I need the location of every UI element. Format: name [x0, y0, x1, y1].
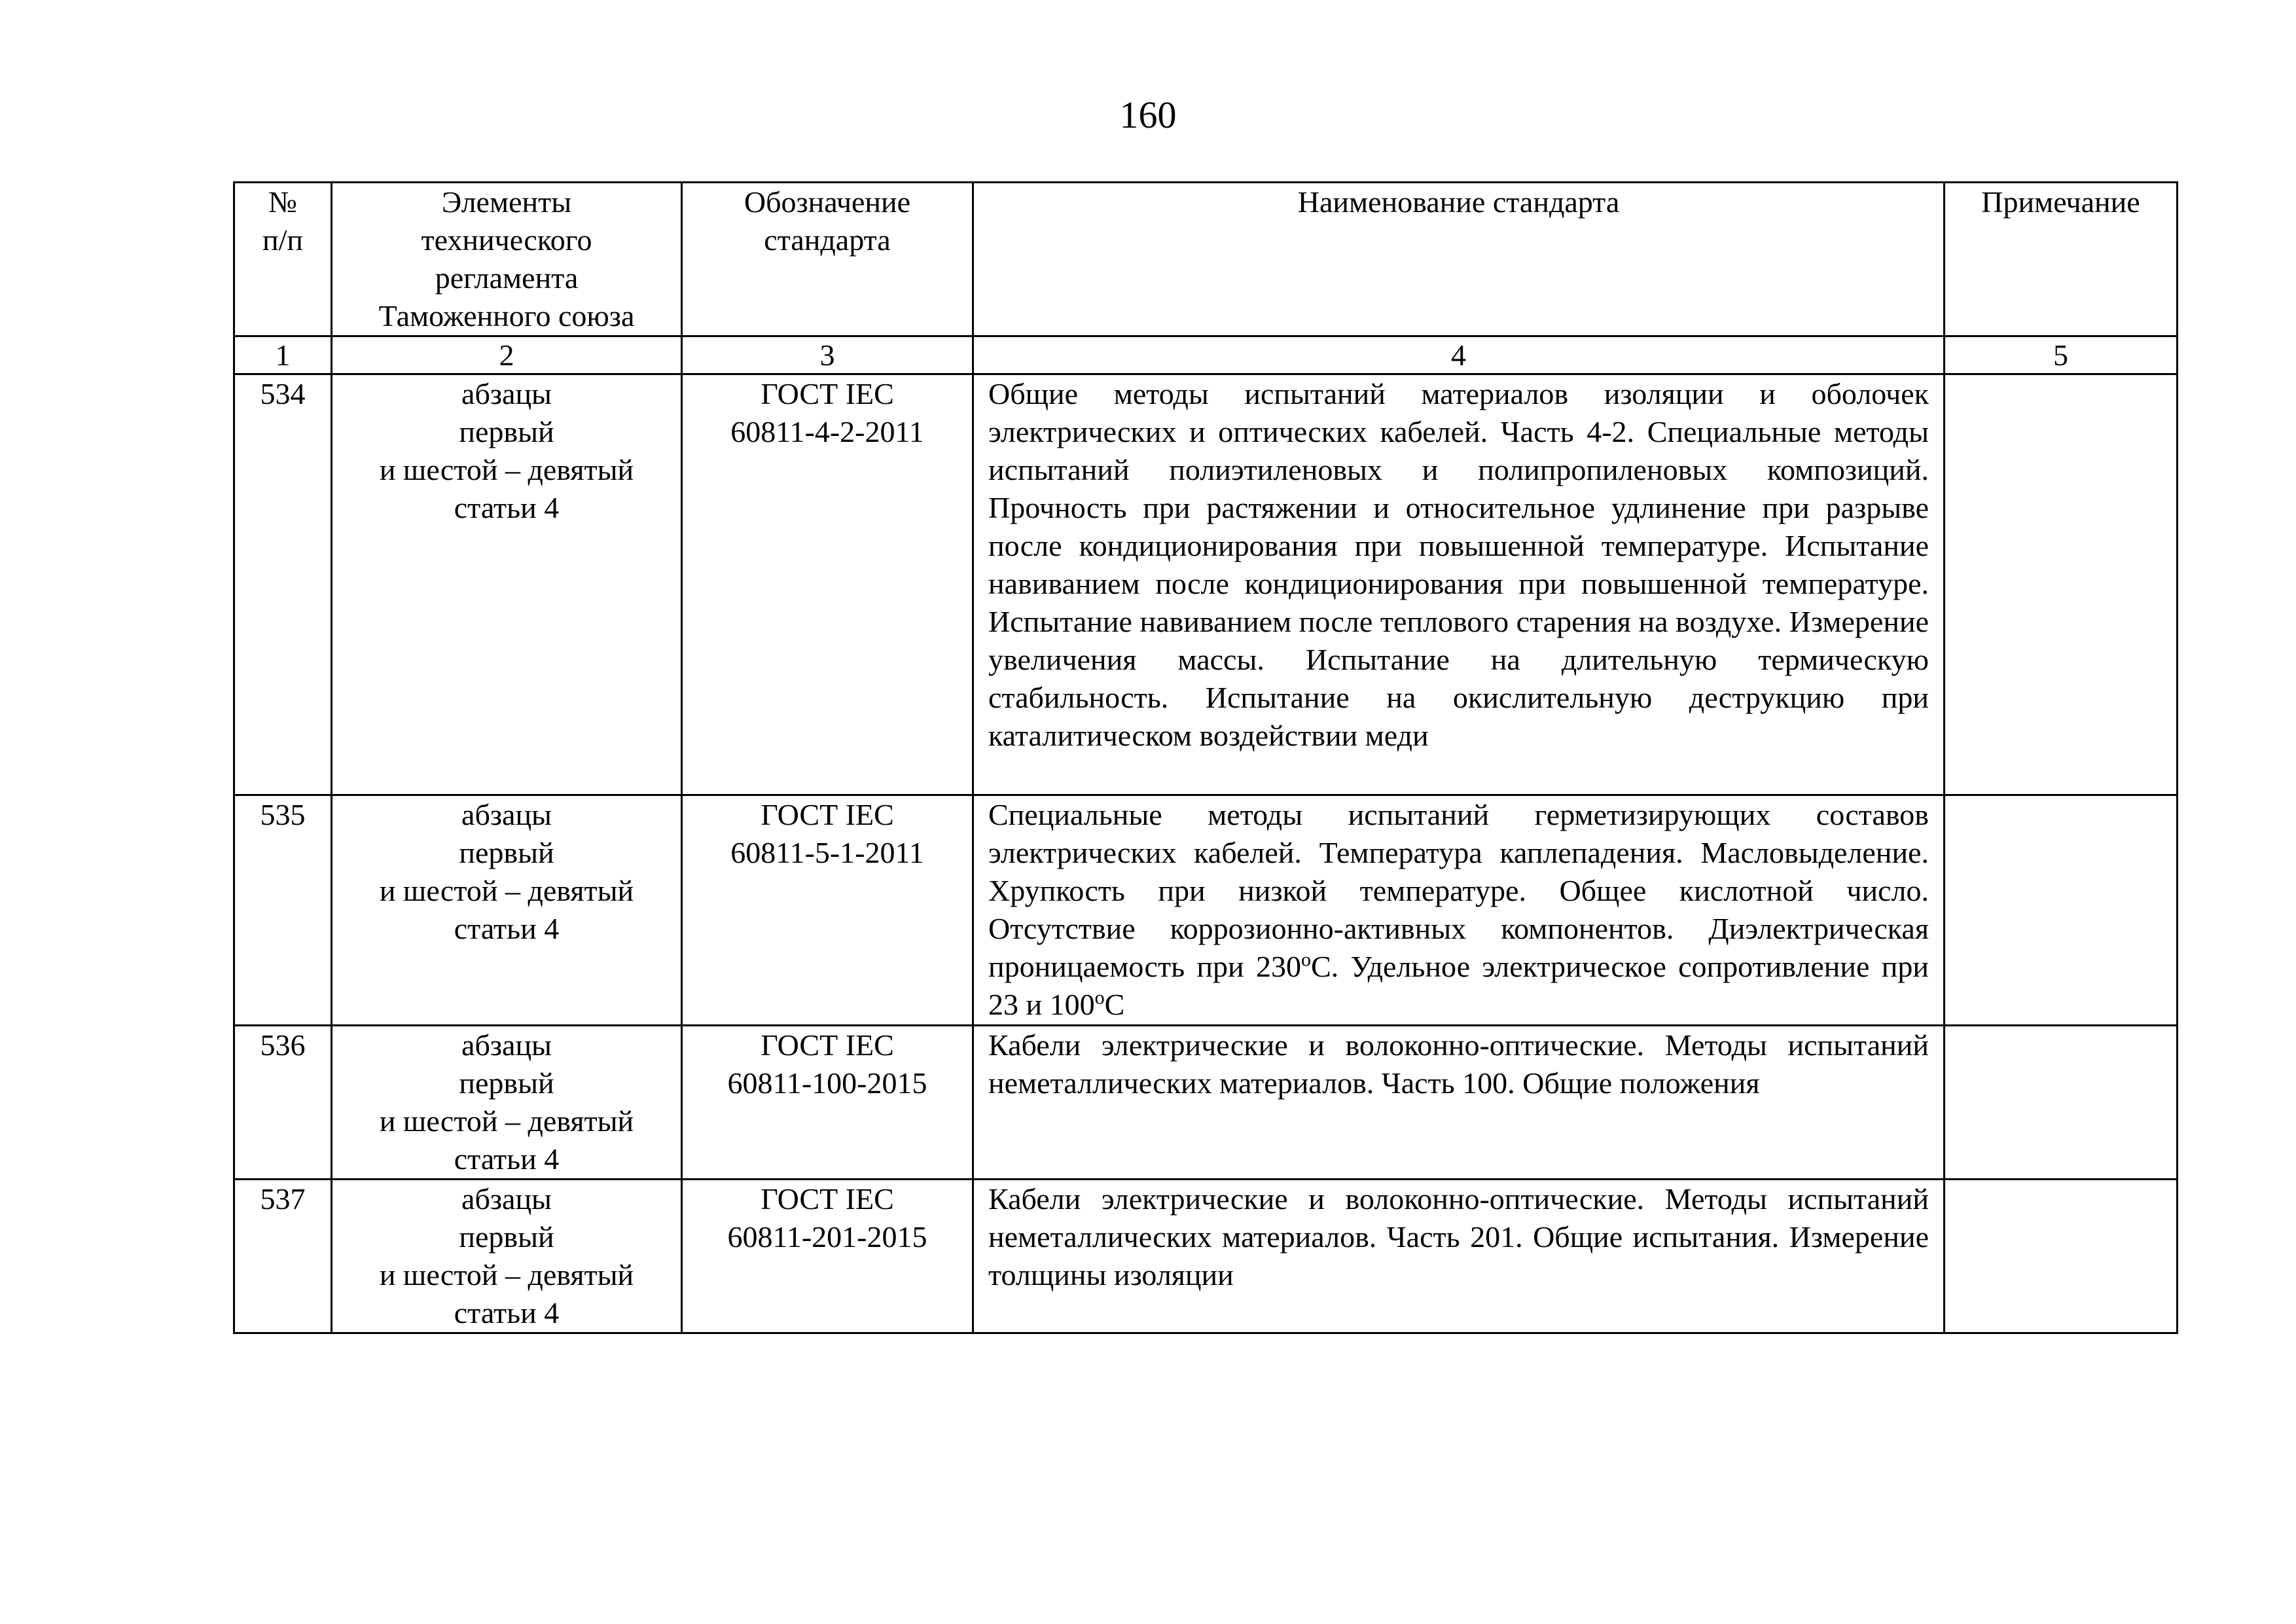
header-note: Примечание [1945, 183, 2178, 336]
table-row [234, 1180, 2178, 1333]
column-number: 4 [973, 336, 1945, 374]
row-note [1945, 1026, 2178, 1180]
row-designation: ГОСТ IEC 60811-4-2-2011 [682, 374, 973, 795]
table-header-row [234, 183, 2178, 336]
row-designation: ГОСТ IEC 60811-100-2015 [682, 1026, 973, 1180]
row-number: 534 [234, 374, 332, 795]
row-number: 537 [234, 1180, 332, 1333]
row-elements: абзацы первый и шестой – девятый статьи 4 [332, 1026, 682, 1180]
row-number: 535 [234, 795, 332, 1026]
table-row [234, 374, 2178, 795]
row-number: 536 [234, 1026, 332, 1180]
column-number-row [234, 336, 2178, 374]
header-number: № п/п [234, 183, 332, 336]
header-designation: Обозначение стандарта [682, 183, 973, 336]
row-elements: абзацы первый и шестой – девятый статьи 4 [332, 1180, 682, 1333]
header-standard-name: Наименование стандарта [973, 183, 1945, 336]
row-note [1945, 1180, 2178, 1333]
row-standard-name: Общие методы испытаний материалов изоляции и оболочек электрических и оптических кабелей. Часть 4-2. Специальные методы испытаний полиэтиленовых и полипропиленовых композиций. Прочность при растяжении и относительное удлинение при разрыве после кондиционирования при повышенной температуре. Испытание навиванием после кондиционирования при повышенной температуре. Испытание навиванием после теплового старения на воздухе. Измерение увеличения массы. Испытание на длительную термическую стабильность. Испытание на окислительную деструкцию при каталитическом воздействии меди [973, 374, 1945, 795]
column-number: 5 [1945, 336, 2178, 374]
column-number: 2 [332, 336, 682, 374]
row-standard-name: Кабели электрические и волоконно-оптические. Методы испытаний неметаллических материалов. Часть 201. Общие испытания. Измерение толщины изоляции [973, 1180, 1945, 1333]
row-standard-name: Специальные методы испытаний герметизирующих составов электрических кабелей. Температура каплепадения. Масловыделение. Хрупкость при низкой температуре. Общее кислотной число. Отсутствие коррозионно-активных компонентов. Диэлектрическая проницаемость при 230$^o$С. Удельное электрическое сопротивление при 23 и 100$^o$С [973, 795, 1945, 1026]
page-number: 160 [1119, 94, 1177, 136]
table-row [234, 795, 2178, 1026]
row-elements: абзацы первый и шестой – девятый статьи 4 [332, 795, 682, 1026]
standards-table [233, 181, 2178, 1334]
row-elements: абзацы первый и шестой – девятый статьи 4 [332, 374, 682, 795]
row-designation: ГОСТ IEC 60811-5-1-2011 [682, 795, 973, 1026]
row-designation: ГОСТ IEC 60811-201-2015 [682, 1180, 973, 1333]
row-note [1945, 374, 2178, 795]
row-note [1945, 795, 2178, 1026]
column-number: 1 [234, 336, 332, 374]
column-number: 3 [682, 336, 973, 374]
table-row [234, 1026, 2178, 1180]
row-standard-name: Кабели электрические и волоконно-оптические. Методы испытаний неметаллических материалов. Часть 100. Общие положения [973, 1026, 1945, 1180]
header-elements: Элементы технического регламента Таможенного союза [332, 183, 682, 336]
